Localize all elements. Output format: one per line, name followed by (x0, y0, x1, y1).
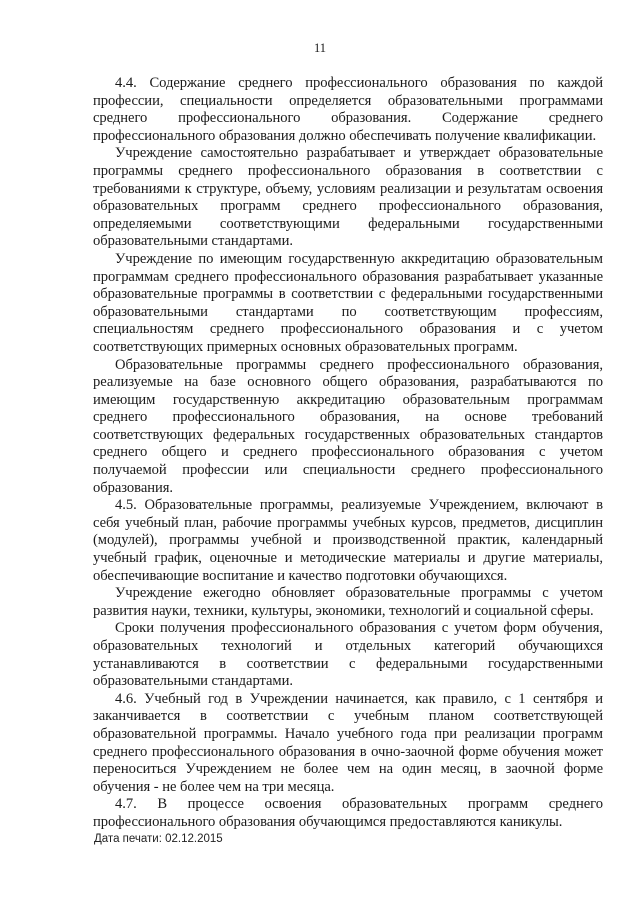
paragraph-accreditation: Учреждение по имеющим государственную аккредитацию образовательным программам среднего профессионального образования разрабатывает указанные образовательные программы в соответствии с федеральными государственными образовательными стандартами по соответствующим профессиям, специальностям среднего профессионального образования и с учетом соответствующих примерных основных образовательных программ. (93, 250, 603, 355)
paragraph-terms: Сроки получения профессионального образования с учетом форм обучения, образовательных технологий и отдельных категорий обучающихся устанавливаются в соответствии с федеральными государственными образовательными стандартами. (93, 620, 603, 690)
print-date: Дата печати: 02.12.2015 (94, 833, 223, 845)
paragraph-4-6: 4.6. Учебный год в Учреждении начинается, как правило, с 1 сентября и заканчивается в соответствии с учебным планом соответствующей образовательной программы. Начало учебного года при реализации программ среднего профессионального образования в очно-заочной форме обучения может переноситься Учреждением не более чем на один месяц, в заочной форме обучения - не более чем на три месяца. (93, 690, 603, 795)
document-body (93, 75, 603, 832)
paragraph-annual-update: Учреждение ежегодно обновляет образовательные программы с учетом развития науки, техники, культуры, экономики, технологий и социальной сферы. (93, 585, 603, 619)
paragraph-4-5: 4.5. Образовательные программы, реализуемые Учреждением, включают в себя учебный план, рабочие программы учебных курсов, предметов, дисциплин (модулей), программы учебной и производственной практик, календарный учебный график, оценочные и методические материалы и другие материалы, обеспечивающие воспитание и качество подготовки обучающихся. (93, 497, 603, 584)
paragraph-4-4: 4.4. Содержание среднего профессионального образования по каждой профессии, специальности определяется образовательными программами среднего профессионального образования. Содержание среднего профессионального образования должно обеспечивать получение квалификации. (93, 75, 603, 144)
paragraph-basic-education: Образовательные программы среднего профессионального образования, реализуемые на базе основного общего образования, разрабатываются по имеющим государственную аккредитацию образовательным программам среднего профессионального образования, на основе требований соответствующих федеральных государственных образовательных стандартов среднего общего и среднего профессионального образования с учетом получаемой профессии или специальности среднего профессионального образования. (93, 356, 603, 496)
paragraph-self-development: Учреждение самостоятельно разрабатывает и утверждает образовательные программы среднего профессионального образования в соответствии с требованиями к структуре, объему, условиям реализации и результатам освоения образовательных программ среднего профессионального образования, определяемыми соответствующими федеральными государственными образовательными стандартами. (93, 145, 603, 250)
paragraph-4-7: 4.7. В процессе освоения образовательных программ среднего профессионального образования обучающимся предоставляются каникулы. (93, 796, 603, 830)
page-number: 11 (313, 41, 327, 55)
